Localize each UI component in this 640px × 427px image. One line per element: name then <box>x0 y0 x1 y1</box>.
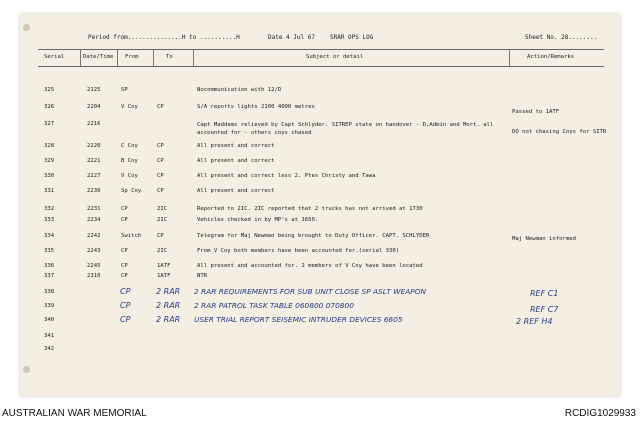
row-serial: 334 <box>44 233 55 239</box>
sheet-number: Sheet No. 28........ <box>525 34 598 41</box>
hand-subject: USER TRIAL REPORT SEISEMIC INTRUDER DEVICES 6605 <box>194 315 403 324</box>
row-time: 2245 <box>87 263 101 269</box>
date-field: Date 4 Jul 67 <box>268 34 315 41</box>
hand-to: 2 RAR <box>156 287 181 296</box>
hand-from: CP <box>120 301 131 310</box>
row-subject: From V Coy both members have been accounted for.(serial 330) <box>197 248 400 254</box>
row-to: CP <box>157 158 164 164</box>
hand-subject: 2 RAR PATROL TASK TABLE 060800 070800 <box>194 301 354 310</box>
hand-to: 2 RAR <box>156 301 181 310</box>
hand-from: CP <box>120 315 131 324</box>
row-serial: 337 <box>44 273 55 279</box>
row-serial: 331 <box>44 188 55 194</box>
row-to: CP <box>157 143 164 149</box>
row-time: 2310 <box>87 273 101 279</box>
row-serial: 341 <box>44 333 55 339</box>
row-from: B Coy <box>121 158 138 164</box>
row-to: 1ATF <box>157 273 171 279</box>
col-serial: Serial <box>44 54 65 60</box>
header-bottom-rule <box>38 66 604 67</box>
row-subject: All present and correct <box>197 143 275 149</box>
row-subject: All present and correct <box>197 158 275 164</box>
row-subject: Reported to 2IC. 2IC reported that 2 trucks has not arrived at 1730 <box>197 206 423 212</box>
row-time: 2220 <box>87 143 101 149</box>
row-from: C Coy <box>121 143 138 149</box>
row-time: 2243 <box>87 248 101 254</box>
column-divider <box>193 49 194 66</box>
row-from: Switch <box>121 233 142 239</box>
row-serial: 338 <box>44 289 55 295</box>
column-divider <box>117 49 118 66</box>
row-subject: Telegram for Maj Newman being brought to Duty Officer. CAPT. SCHLYDER <box>197 233 430 239</box>
row-time: 2230 <box>87 188 101 194</box>
row-from: V Coy <box>121 104 138 110</box>
row-action: Passed to 1ATF <box>512 109 560 115</box>
hand-action: 2 REF H4 <box>516 317 553 326</box>
row-time: 2204 <box>87 104 101 110</box>
row-serial: 340 <box>44 317 55 323</box>
row-time: 2221 <box>87 158 101 164</box>
period-field: Period from...............H to ..........H <box>88 34 240 41</box>
col-to: To <box>166 54 173 60</box>
row-to: 2IC <box>157 217 168 223</box>
row-serial: 327 <box>44 121 55 127</box>
row-to: CP <box>157 233 164 239</box>
row-time: 2216 <box>87 121 101 127</box>
col-datetime: Date/Time <box>83 54 114 60</box>
row-serial: 342 <box>44 346 55 352</box>
row-action: DO not chasing Coys for SITR <box>512 129 607 135</box>
punch-hole <box>23 24 30 31</box>
row-to: 2IC <box>157 248 168 254</box>
row-time: 2234 <box>87 217 101 223</box>
hand-from: CP <box>120 287 131 296</box>
row-from: CP <box>121 273 128 279</box>
row-serial: 326 <box>44 104 55 110</box>
log-sheet <box>20 14 620 396</box>
row-subject: Capt Maddams relieved by Capt Schlyder. SITREP state on handover - D,Admin and Mort. all accounted for - others coys chased <box>197 122 494 136</box>
row-from: Sp Coy <box>121 188 142 194</box>
row-to: 2IC <box>157 206 168 212</box>
row-time: 2242 <box>87 233 101 239</box>
row-action: Maj Newman informed <box>512 236 576 242</box>
punch-hole <box>23 366 30 373</box>
row-serial: 335 <box>44 248 55 254</box>
archive-id: RCDIG1029933 <box>564 408 636 419</box>
row-from: SP <box>121 87 128 93</box>
row-time: 2125 <box>87 87 101 93</box>
log-title: SRAR OPS LOG <box>330 34 374 41</box>
row-to: CP <box>157 104 164 110</box>
row-subject: All present and accounted for. 2 members of V Coy have been located <box>197 263 423 269</box>
row-from: CP <box>121 206 128 212</box>
row-time: 2227 <box>87 173 101 179</box>
row-from: CP <box>121 263 128 269</box>
column-divider <box>80 49 81 66</box>
row-serial: 328 <box>44 143 55 149</box>
row-from: V Coy <box>121 173 138 179</box>
row-to: CP <box>157 173 164 179</box>
row-to: 1ATF <box>157 263 171 269</box>
archive-credit: AUSTRALIAN WAR MEMORIAL <box>2 408 147 419</box>
row-subject: NTR <box>197 273 208 279</box>
header-top-rule <box>38 49 604 50</box>
row-from: CP <box>121 217 128 223</box>
row-serial: 339 <box>44 303 55 309</box>
column-divider <box>153 49 154 66</box>
col-action: Action/Remarks <box>527 54 575 60</box>
row-subject: All present and correct less 2. Ptes Christy and Tawa <box>197 173 376 179</box>
col-from: From <box>125 54 139 60</box>
row-subject: Vehicles checked in by MP's at 1650. <box>197 217 319 223</box>
row-serial: 329 <box>44 158 55 164</box>
row-serial: 330 <box>44 173 55 179</box>
row-from: CP <box>121 248 128 254</box>
hand-subject: 2 RAR REQUIREMENTS FOR SUB UNIT CLOSE SP ASLT WEAPON <box>194 287 427 296</box>
hand-to: 2 RAR <box>156 315 181 324</box>
hand-action: REF C7 <box>530 305 559 314</box>
col-subject: Subject or detail <box>306 54 364 60</box>
row-serial: 333 <box>44 217 55 223</box>
row-subject: S/A reports lights 2100 4000 metres <box>197 104 315 110</box>
row-serial: 325 <box>44 87 55 93</box>
row-subject: Nocommunication with 12/D <box>197 87 282 93</box>
row-serial: 332 <box>44 206 55 212</box>
column-divider <box>509 49 510 66</box>
row-time: 2231 <box>87 206 101 212</box>
row-serial: 336 <box>44 263 55 269</box>
row-to: CP <box>157 188 164 194</box>
hand-action: REF C1 <box>530 289 559 298</box>
row-subject: All present and correct <box>197 188 275 194</box>
